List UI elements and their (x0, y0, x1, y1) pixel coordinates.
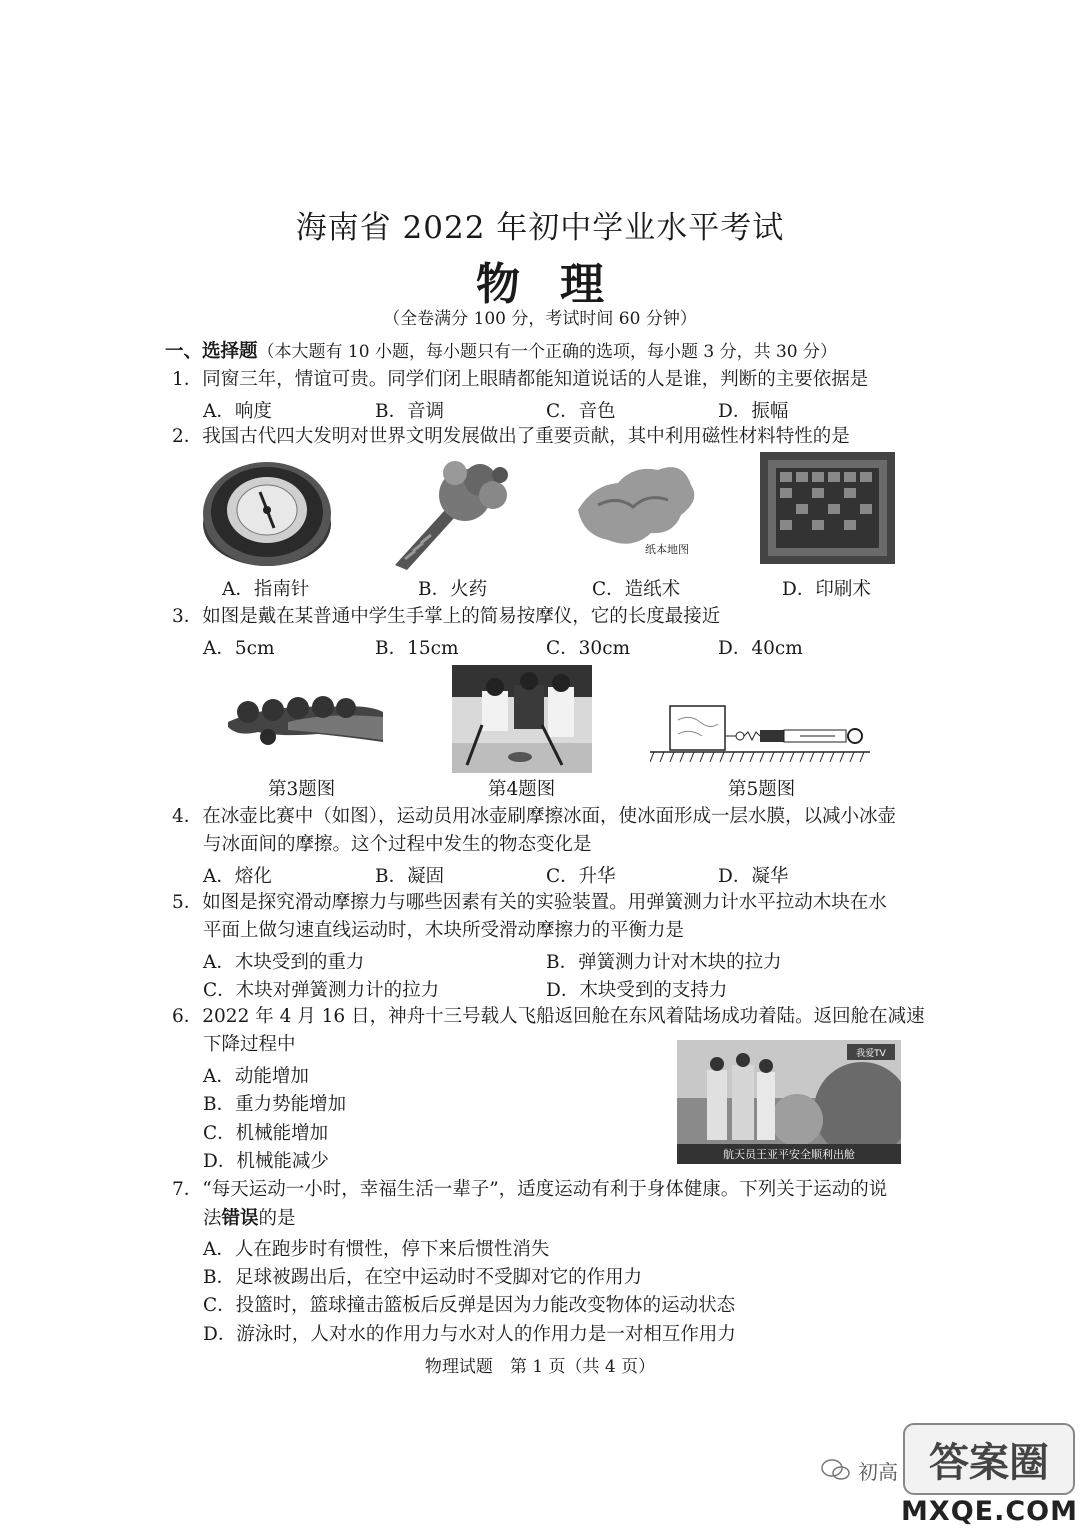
q6-stem-line2: 下降过程中 (203, 1034, 296, 1055)
q3-option-c: C．30cm (546, 638, 631, 659)
fig4-caption: 第4题图 (488, 779, 556, 800)
q2-option-a: A．指南针 (222, 579, 310, 600)
q6-option-d: D．机械能减少 (203, 1151, 329, 1172)
watermark-logo-text: 答案圈 (929, 1440, 1049, 1486)
section-title: 一、选择题 (165, 341, 258, 362)
q3-option-b: B．15cm (375, 638, 459, 659)
friction-apparatus-image (650, 700, 870, 770)
q2-option-b: B．火药 (418, 579, 488, 600)
watermark-url: MXQE.COM (901, 1496, 1078, 1527)
q4-option-c: C．升华 (546, 866, 616, 887)
curling-image (452, 665, 592, 773)
page-footer: 物理试题 第 1 页（共 4 页） (424, 1357, 656, 1377)
q7-stem-suffix: 的是 (258, 1208, 296, 1229)
q2-option-d: D．印刷术 (782, 579, 871, 600)
fig5-caption: 第5题图 (728, 779, 796, 800)
q1-option-b: B．音调 (375, 401, 445, 422)
gunpowder-image (385, 455, 520, 573)
q6-option-a: A．动能增加 (203, 1066, 309, 1087)
photo-caption: 航天员王亚平安全顺利出舱 (723, 1148, 855, 1161)
q7-emphasis-word: 错误 (221, 1208, 259, 1229)
wechat-icon (820, 1458, 852, 1482)
subject-title: 物理 (476, 259, 644, 310)
printing-block-image (760, 452, 895, 564)
q4-stem-line1: 4．在冰壶比赛中（如图），运动员用冰壶刷摩擦冰面，使冰面形成一层水膜，以减小冰壶 (172, 806, 897, 827)
q3-stem: 3．如图是戴在某普通中学生手掌上的简易按摩仪，它的长度最接近 (172, 606, 721, 627)
section-instruction: （本大题有 10 小题，每小题只有一个正确的选项，每小题 3 分，共 30 分） (257, 342, 838, 362)
q1-option-c: C．音色 (546, 401, 616, 422)
q4-option-a: A．熔化 (203, 866, 272, 887)
q7-option-d: D．游泳时，人对水的作用力与水对人的作用力是一对相互作用力 (203, 1324, 736, 1345)
q6-option-b: B．重力势能增加 (203, 1094, 347, 1115)
q6-stem-line1: 6．2022 年 4 月 16 日，神舟十三号载人飞船返回舱在东风着陆场成功着陆。返回舱在减速 (172, 1006, 925, 1027)
q4-option-d: D．凝华 (718, 866, 789, 887)
q5-option-b: B．弹簧测力计对木块的拉力 (546, 952, 782, 973)
q1-option-d: D．振幅 (718, 401, 789, 422)
fig3-caption: 第3题图 (268, 779, 336, 800)
q4-stem-line2: 与冰面间的摩擦。这个过程中发生的物态变化是 (203, 834, 592, 855)
q7-stem-prefix: 法 (203, 1208, 222, 1229)
paper-map-image (573, 455, 703, 560)
q5-stem-line1: 5．如图是探究滑动摩擦力与哪些因素有关的实验装置。用弹簧测力计水平拉动木块在水 (172, 892, 887, 913)
capsule-photo (677, 1040, 901, 1164)
q5-stem-line2: 平面上做匀速直线运动时，木块所受滑动摩擦力的平衡力是 (203, 920, 685, 941)
exam-title: 海南省 2022 年初中学业水平考试 (295, 210, 785, 246)
q2-stem: 2．我国古代四大发明对世界文明发展做出了重要贡献，其中利用磁性材料特性的是 (172, 426, 850, 447)
q7-option-a: A．人在跑步时有惯性，停下来后惯性消失 (203, 1239, 550, 1260)
q7-stem-line1: 7．“每天运动一小时，幸福生活一辈子”，适度运动有利于身体健康。下列关于运动的说 (172, 1179, 888, 1200)
map-label: 纸本地图 (645, 543, 689, 556)
q3-option-d: D．40cm (718, 638, 803, 659)
q2-option-c: C．造纸术 (592, 579, 681, 600)
q5-option-d: D．木块受到的支持力 (546, 980, 728, 1001)
photo-badge: 我爱TV (856, 1049, 886, 1059)
q7-option-c: C．投篮时，篮球撞击篮板后反弹是因为力能改变物体的运动状态 (203, 1295, 736, 1316)
compass-image (200, 452, 335, 570)
q6-option-c: C．机械能增加 (203, 1123, 329, 1144)
exam-note: （全卷满分 100 分，考试时间 60 分钟） (383, 309, 697, 329)
q1-option-a: A．响度 (203, 401, 272, 422)
section-heading (165, 340, 837, 364)
q5-option-a: A．木块受到的重力 (203, 952, 365, 973)
q7-stem-line2 (203, 1207, 296, 1231)
q3-option-a: A．5cm (203, 638, 275, 659)
massager-image (228, 682, 383, 762)
q4-option-b: B．凝固 (375, 866, 445, 887)
q1-stem: 1．同窗三年，情谊可贵。同学们闭上眼睛都能知道说话的人是谁，判断的主要依据是 (172, 369, 869, 390)
q7-option-b: B．足球被踢出后，在空中运动时不受脚对它的作用力 (203, 1267, 643, 1288)
watermark-account: 初高 (858, 1460, 898, 1484)
q5-option-c: C．木块对弹簧测力计的拉力 (203, 980, 440, 1001)
